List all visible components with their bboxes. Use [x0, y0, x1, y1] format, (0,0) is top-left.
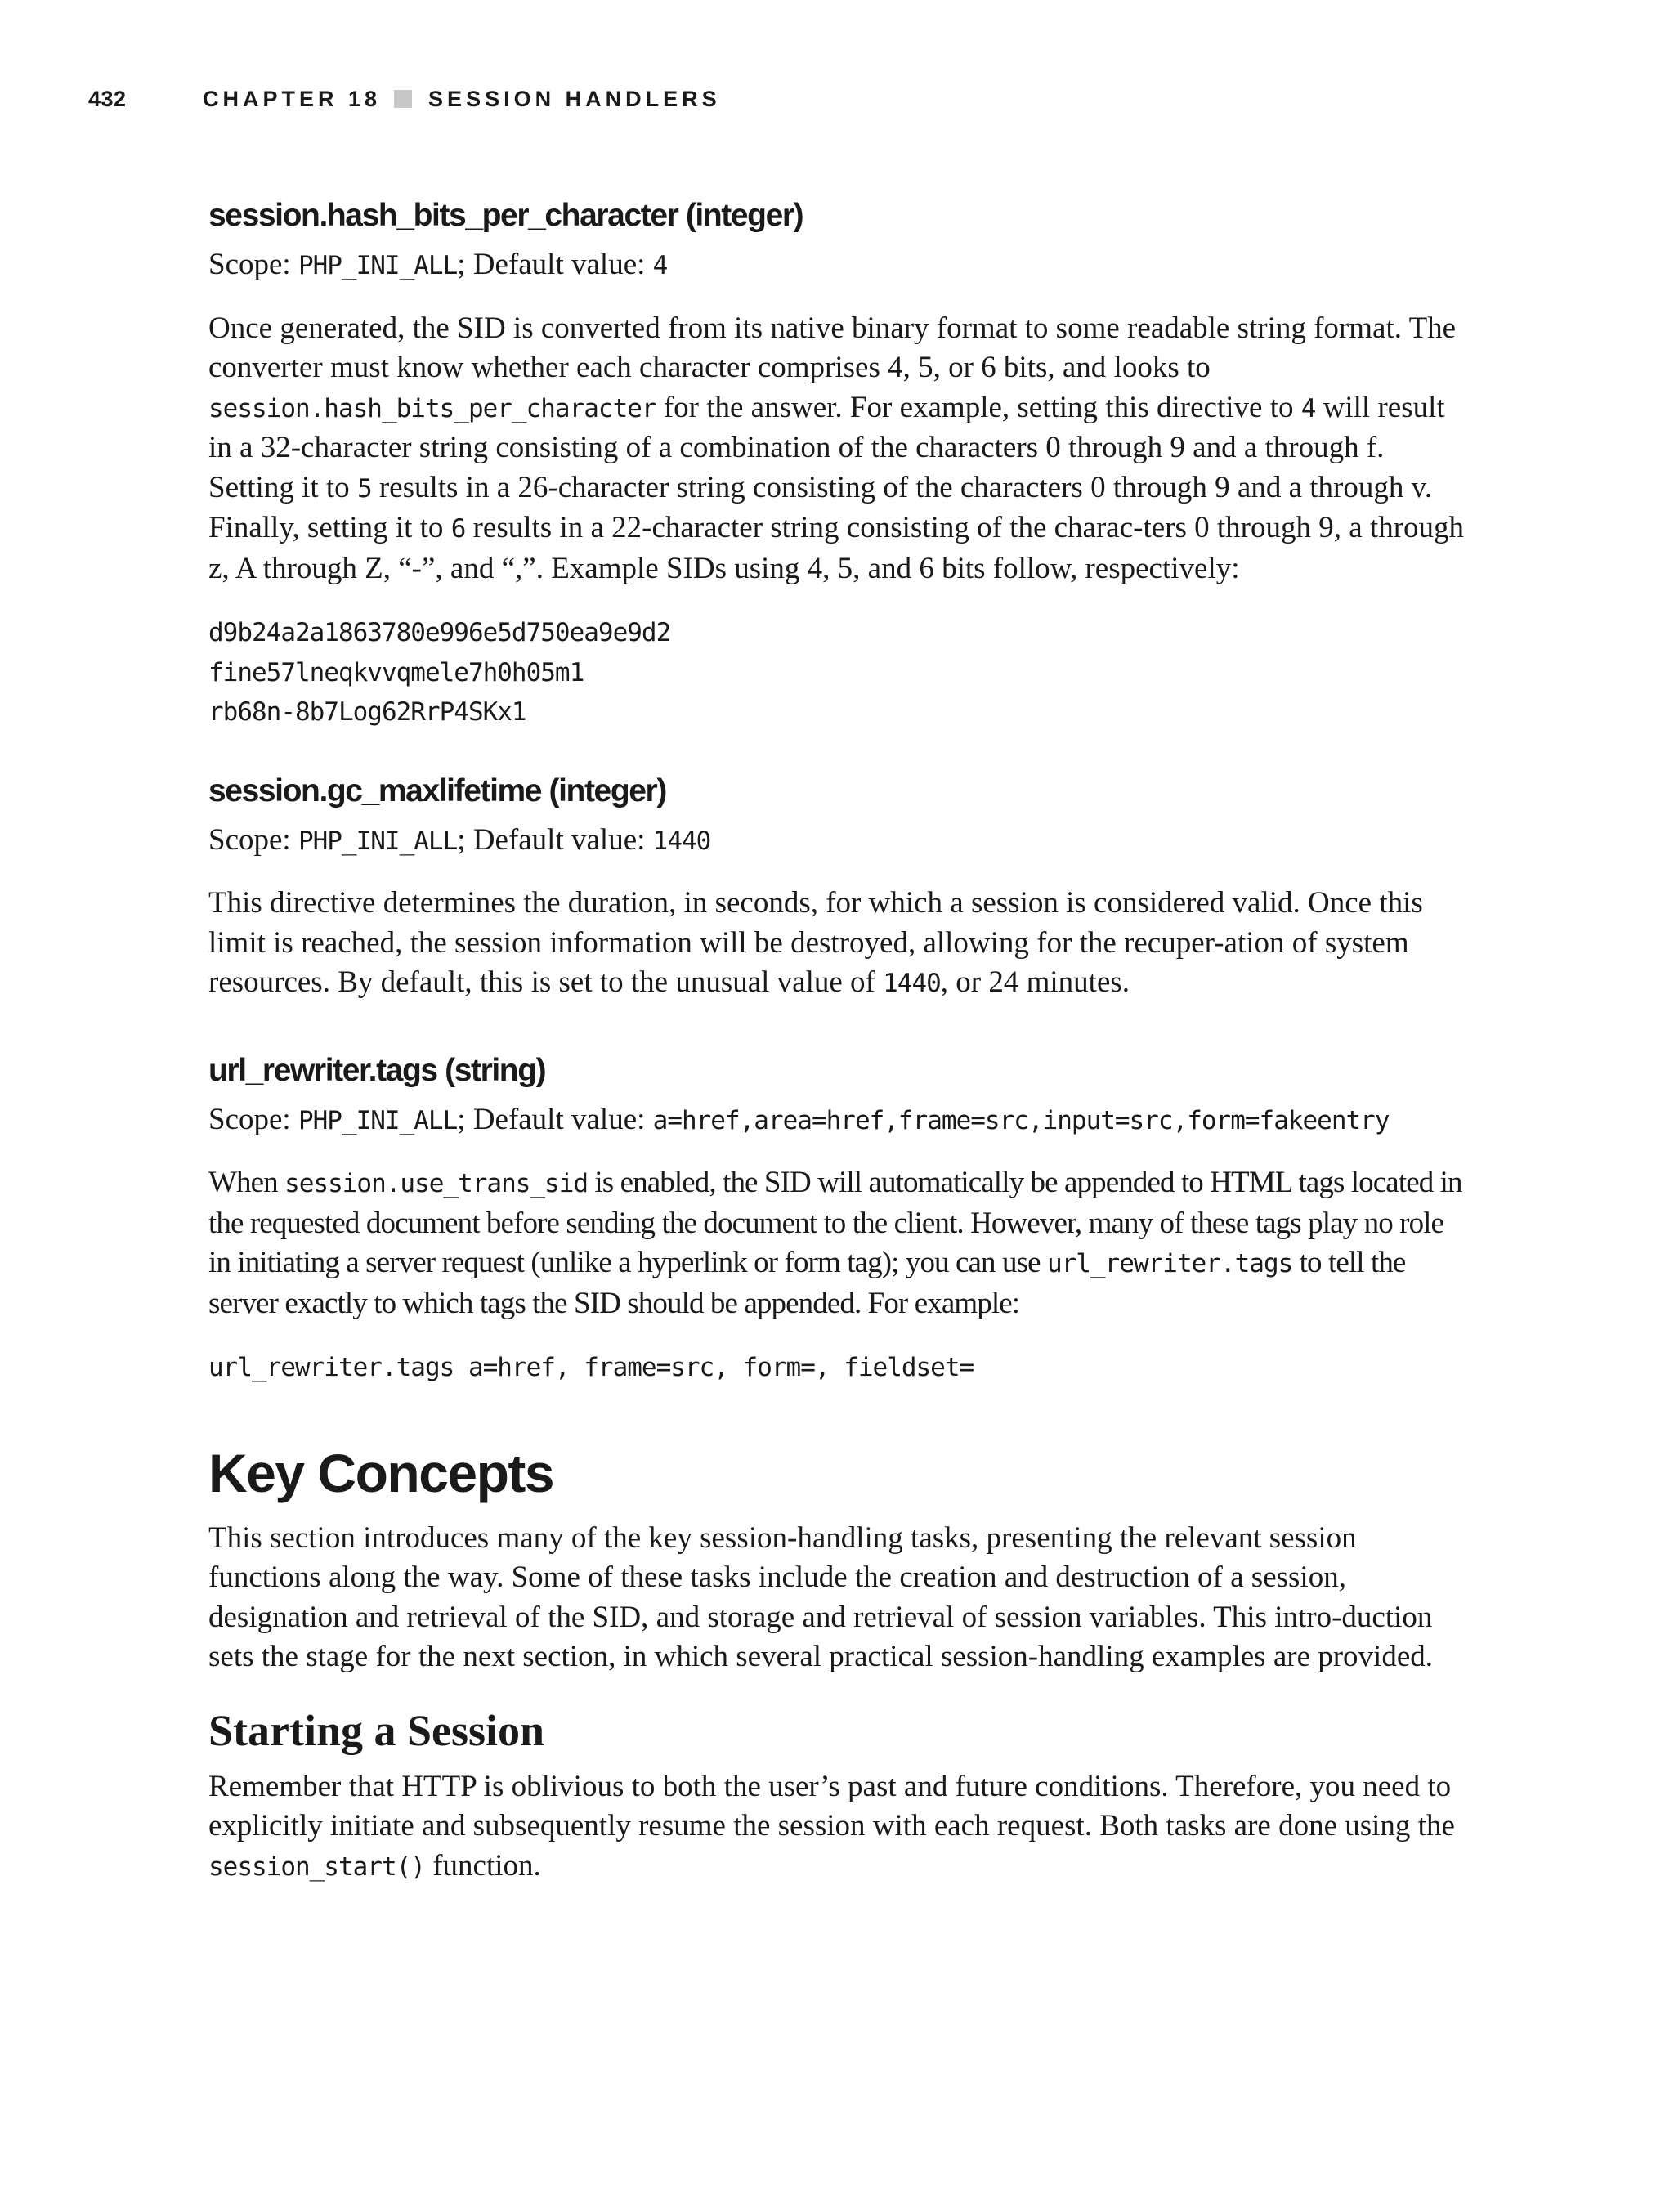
default-value: 1440 — [652, 826, 711, 856]
key-concepts-heading: Key Concepts — [208, 1442, 554, 1503]
text-run: will result in a 32-character string consisting of a combination of the characters 0 through 9 and a through f. Setting it to — [208, 390, 1445, 504]
hash-bits-scope — [208, 245, 1471, 286]
sid-example-5bit: fine57lneqkvvqmele7h0h05m1 — [208, 657, 584, 687]
default-label: ; Default value: — [457, 1102, 653, 1136]
square-bullet-icon — [394, 90, 412, 108]
url-rewriter-description — [208, 1163, 1471, 1323]
text-run: function. — [424, 1848, 541, 1883]
url-rewriter-scope — [208, 1100, 1471, 1141]
scope-value: PHP_INI_ALL — [298, 826, 458, 856]
gc-maxlifetime-scope — [208, 821, 1471, 862]
inline-code: 4 — [1300, 393, 1316, 423]
inline-code: session_start() — [208, 1852, 425, 1882]
default-value: a=href,area=href,frame=src,input=src,form=fakeentry — [652, 1105, 1390, 1135]
text-run: for the answer. For example, setting this directive to — [656, 390, 1301, 424]
inline-code: session.hash_bits_per_character — [208, 393, 656, 423]
starting-session-heading: Starting a Session — [208, 1705, 545, 1755]
page-number: 432 — [88, 87, 127, 111]
scope-value: PHP_INI_ALL — [298, 1105, 458, 1135]
default-label: ; Default value: — [457, 822, 653, 857]
scope-label: Scope: — [208, 822, 298, 857]
inline-code: 6 — [450, 514, 466, 544]
url-rewriter-example: url_rewriter.tags a=href, frame=src, form=, fieldset= — [208, 1353, 974, 1382]
page-content — [208, 195, 1471, 1911]
text-run: is enabled, the SID will automatically be appended to HTML tags located in the requested document before sending the document to the client. However, many of these tags play no role in initiating a server request (unlike a hyperlink or form tag); you can use — [208, 1166, 1462, 1279]
starting-session-description — [208, 1767, 1471, 1887]
text-run: , or 24 minutes. — [940, 965, 1130, 999]
chapter-title: SESSION HANDLERS — [428, 87, 721, 111]
hash-bits-description — [208, 309, 1471, 589]
inline-code: session.use_trans_sid — [284, 1169, 589, 1198]
default-value: 4 — [652, 251, 668, 280]
inline-code: 1440 — [883, 969, 941, 998]
sid-example-6bit: rb68n-8b7Log62RrP4SKx1 — [208, 697, 526, 727]
inline-code: url_rewriter.tags — [1046, 1249, 1293, 1278]
text-run: to tell the server exactly to which tags the SID should be appended. For example: — [208, 1246, 1406, 1320]
hash-bits-heading: session.hash_bits_per_character (integer) — [208, 198, 803, 233]
scope-value: PHP_INI_ALL — [298, 251, 458, 280]
scope-label: Scope: — [208, 248, 298, 281]
text-run: When — [208, 1166, 285, 1199]
sid-example-4bit: d9b24a2a1863780e996e5d750ea9e9d2 — [208, 618, 671, 647]
url-rewriter-heading: url_rewriter.tags (string) — [208, 1052, 546, 1088]
text-run: Once generated, the SID is converted from its native binary format to some readable string format. The converter must know whether each character comprises 4, 5, or 6 bits, and looks to — [208, 311, 1457, 384]
text-run: results in a 26-character string consisting of the characters 0 through 9 and a through v. Finally, setting it to — [208, 470, 1432, 544]
gc-maxlifetime-description — [208, 884, 1471, 1004]
text-run: Remember that HTTP is oblivious to both the user’s past and future conditions. Therefore, you need to explicitly initiate and subsequently resume the session with each request. Both tasks are done using the — [208, 1769, 1455, 1843]
running-head — [203, 84, 721, 114]
text-run: This directive determines the duration, in seconds, for which a session is considered valid. Once this limit is reached, the session information will be destroyed, allowing for the recuper-ation of system resources. By default, this is set to the unusual value of — [208, 886, 1423, 999]
scope-label: Scope: — [208, 1102, 298, 1136]
text-run: results in a 22-character string consisting of the charac-ters 0 through 9, a through z, A through Z, “-”, and “,”. Example SIDs using 4, 5, and 6 bits follow, respectively: — [208, 511, 1465, 585]
chapter-label: CHAPTER 18 — [203, 87, 382, 111]
default-label: ; Default value: — [457, 248, 653, 281]
gc-maxlifetime-heading: session.gc_maxlifetime (integer) — [208, 772, 666, 808]
inline-code: 5 — [356, 473, 372, 504]
key-concepts-intro: This section introduces many of the key session-handling tasks, presenting the relevant session functions along the way. Some of these tasks include the creation and destruction of a session, designation and retrieval of the SID, and storage and retrieval of session variables. This intro-duction sets the stage for the next section, in which several practical session-handling examples are provided. — [208, 1520, 1434, 1673]
sid-examples — [208, 613, 1471, 732]
